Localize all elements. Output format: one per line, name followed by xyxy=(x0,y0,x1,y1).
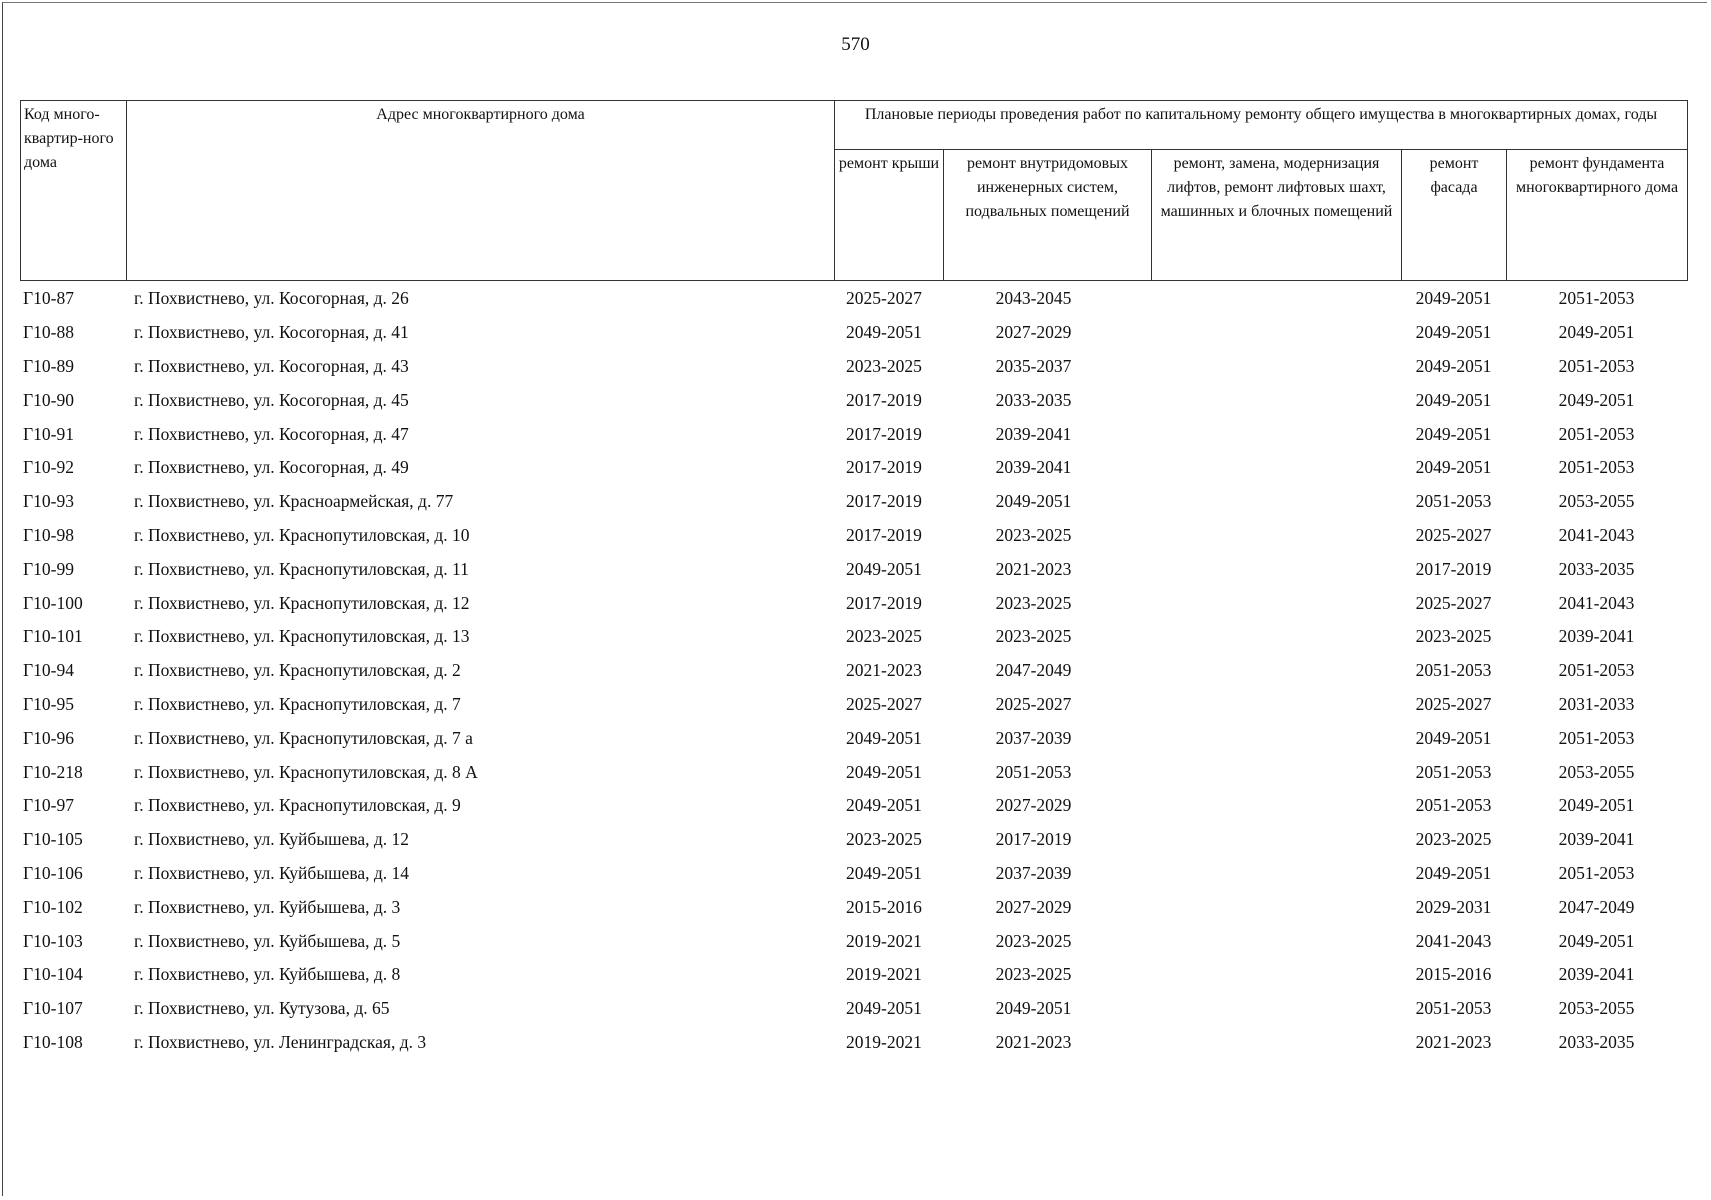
cell-address: г. Похвистнево, ул. Краснопутиловская, д. 7 а xyxy=(134,727,473,748)
cell-roof: 2025-2027 xyxy=(846,288,922,309)
cell-facade: 2023-2025 xyxy=(1415,626,1492,647)
cell-facade: 2017-2019 xyxy=(1415,558,1492,579)
cell-code: Г10-96 xyxy=(23,727,74,748)
cell-foundation: 2051-2053 xyxy=(1558,288,1635,309)
cell-facade: 2049-2051 xyxy=(1415,355,1492,376)
cell-engineering: 2037-2039 xyxy=(995,727,1072,748)
cell-foundation: 2049-2051 xyxy=(1558,389,1635,410)
cell-code: Г10-107 xyxy=(23,998,83,1019)
cell-roof: 2023-2025 xyxy=(846,355,922,376)
cell-elevator xyxy=(1151,924,1401,958)
table-row xyxy=(20,586,1687,620)
cell-engineering: 2021-2023 xyxy=(995,1031,1072,1052)
table-row xyxy=(20,958,1687,992)
cell-code: Г10-91 xyxy=(23,423,74,444)
cell-address: г. Похвистнево, ул. Краснопутиловская, д. 12 xyxy=(134,592,470,613)
cell-address: г. Похвистнево, ул. Косогорная, д. 47 xyxy=(134,423,409,444)
cell-address: г. Похвистнево, ул. Краснопутиловская, д. 13 xyxy=(134,626,470,647)
cell-facade: 2049-2051 xyxy=(1415,457,1492,478)
cell-code: Г10-101 xyxy=(23,626,83,647)
header-elevator: ремонт, замена, модернизация лифтов, ремонт лифтовых шахт, машинных и блочных помещений xyxy=(1152,150,1402,281)
header-foundation: ремонт фундамента многоквартирного дома xyxy=(1507,150,1688,281)
cell-address: г. Похвистнево, ул. Косогорная, д. 41 xyxy=(134,322,409,343)
cell-facade: 2025-2027 xyxy=(1415,524,1492,545)
cell-elevator xyxy=(1151,958,1401,992)
cell-elevator xyxy=(1151,688,1401,722)
cell-address: г. Похвистнево, ул. Кутузова, д. 65 xyxy=(134,998,390,1019)
cell-elevator xyxy=(1151,755,1401,789)
cell-engineering: 2025-2027 xyxy=(995,693,1072,714)
cell-engineering: 2049-2051 xyxy=(995,998,1072,1019)
cell-roof: 2049-2051 xyxy=(846,761,922,782)
cell-facade: 2023-2025 xyxy=(1415,829,1492,850)
cell-roof: 2049-2051 xyxy=(846,322,922,343)
cell-facade: 2021-2023 xyxy=(1415,1031,1492,1052)
cell-elevator xyxy=(1151,654,1401,688)
cell-elevator xyxy=(1151,485,1401,519)
table-row xyxy=(20,485,1687,519)
cell-roof: 2015-2016 xyxy=(846,896,922,917)
header-code: Код много-квартир-ного дома xyxy=(21,101,127,281)
cell-code: Г10-102 xyxy=(23,896,83,917)
cell-code: Г10-104 xyxy=(23,964,83,985)
table-row xyxy=(20,688,1687,722)
cell-code: Г10-93 xyxy=(23,491,74,512)
cell-address: г. Похвистнево, ул. Краснопутиловская, д. 8 А xyxy=(134,761,478,782)
cell-roof: 2017-2019 xyxy=(846,491,922,512)
cell-engineering: 2043-2045 xyxy=(995,288,1072,309)
cell-elevator xyxy=(1151,519,1401,553)
cell-facade: 2049-2051 xyxy=(1415,862,1492,883)
cell-roof: 2049-2051 xyxy=(846,558,922,579)
cell-elevator xyxy=(1151,383,1401,417)
cell-elevator xyxy=(1151,586,1401,620)
cell-elevator xyxy=(1151,552,1401,586)
cell-address: г. Похвистнево, ул. Краснопутиловская, д. 7 xyxy=(134,693,461,714)
table-row xyxy=(20,890,1687,924)
table-row xyxy=(20,721,1687,755)
cell-address: г. Похвистнево, ул. Куйбышева, д. 12 xyxy=(134,829,410,850)
cell-facade: 2025-2027 xyxy=(1415,693,1492,714)
cell-engineering: 2023-2025 xyxy=(995,930,1072,951)
cell-engineering: 2033-2035 xyxy=(995,389,1072,410)
table-row xyxy=(20,552,1687,586)
cell-roof: 2049-2051 xyxy=(846,795,922,816)
cell-foundation: 2047-2049 xyxy=(1558,896,1635,917)
cell-elevator xyxy=(1151,890,1401,924)
cell-address: г. Похвистнево, ул. Куйбышева, д. 8 xyxy=(134,964,401,985)
cell-address: г. Похвистнево, ул. Косогорная, д. 49 xyxy=(134,457,409,478)
cell-code: Г10-100 xyxy=(23,592,83,613)
cell-elevator xyxy=(1151,1026,1401,1060)
table-row xyxy=(20,857,1687,891)
cell-engineering: 2023-2025 xyxy=(995,626,1072,647)
cell-foundation: 2051-2053 xyxy=(1558,862,1635,883)
cell-elevator xyxy=(1151,789,1401,823)
table-row xyxy=(20,654,1687,688)
cell-address: г. Похвистнево, ул. Краснопутиловская, д. 2 xyxy=(134,660,461,681)
cell-facade: 2051-2053 xyxy=(1415,998,1492,1019)
cell-foundation: 2041-2043 xyxy=(1558,524,1635,545)
cell-roof: 2049-2051 xyxy=(846,727,922,748)
cell-code: Г10-99 xyxy=(23,558,74,579)
cell-code: Г10-90 xyxy=(23,389,74,410)
table-header xyxy=(20,100,1688,281)
cell-address: г. Похвистнево, ул. Краснопутиловская, д. 10 xyxy=(134,524,470,545)
cell-code: Г10-94 xyxy=(23,660,74,681)
cell-roof: 2017-2019 xyxy=(846,389,922,410)
cell-engineering: 2027-2029 xyxy=(995,322,1072,343)
cell-facade: 2049-2051 xyxy=(1415,389,1492,410)
cell-foundation: 2049-2051 xyxy=(1558,322,1635,343)
cell-engineering: 2021-2023 xyxy=(995,558,1072,579)
cell-code: Г10-92 xyxy=(23,457,74,478)
cell-elevator xyxy=(1151,350,1401,384)
cell-address: г. Похвистнево, ул. Красноармейская, д. 77 xyxy=(134,491,454,512)
cell-code: Г10-108 xyxy=(23,1031,83,1052)
cell-address: г. Похвистнево, ул. Косогорная, д. 43 xyxy=(134,355,409,376)
cell-code: Г10-87 xyxy=(23,288,74,309)
cell-facade: 2051-2053 xyxy=(1415,491,1492,512)
table-row xyxy=(20,417,1687,451)
cell-facade: 2049-2051 xyxy=(1415,423,1492,444)
cell-elevator xyxy=(1151,721,1401,755)
cell-address: г. Похвистнево, ул. Краснопутиловская, д. 11 xyxy=(134,558,469,579)
cell-foundation: 2053-2055 xyxy=(1558,761,1635,782)
cell-engineering: 2035-2037 xyxy=(995,355,1072,376)
cell-facade: 2041-2043 xyxy=(1415,930,1492,951)
cell-address: г. Похвистнево, ул. Куйбышева, д. 5 xyxy=(134,930,401,951)
cell-foundation: 2039-2041 xyxy=(1558,829,1635,850)
cell-roof: 2021-2023 xyxy=(846,660,922,681)
table-row xyxy=(20,282,1687,316)
cell-engineering: 2049-2051 xyxy=(995,491,1072,512)
cell-engineering: 2023-2025 xyxy=(995,964,1072,985)
table-body xyxy=(20,282,1687,1059)
cell-roof: 2049-2051 xyxy=(846,998,922,1019)
cell-engineering: 2023-2025 xyxy=(995,524,1072,545)
cell-foundation: 2041-2043 xyxy=(1558,592,1635,613)
cell-address: г. Похвистнево, ул. Куйбышева, д. 14 xyxy=(134,862,410,883)
cell-foundation: 2051-2053 xyxy=(1558,457,1635,478)
cell-roof: 2019-2021 xyxy=(846,1031,922,1052)
cell-elevator xyxy=(1151,620,1401,654)
cell-engineering: 2051-2053 xyxy=(995,761,1072,782)
cell-engineering: 2027-2029 xyxy=(995,795,1072,816)
cell-roof: 2017-2019 xyxy=(846,423,922,444)
table-row xyxy=(20,620,1687,654)
table-row xyxy=(20,350,1687,384)
cell-roof: 2023-2025 xyxy=(846,626,922,647)
cell-facade: 2051-2053 xyxy=(1415,795,1492,816)
cell-address: г. Похвистнево, ул. Ленинградская, д. 3 xyxy=(134,1031,427,1052)
cell-engineering: 2017-2019 xyxy=(995,829,1072,850)
header-periods-group: Плановые периоды проведения работ по капитальному ремонту общего имущества в многоквартирных домах, годы xyxy=(835,101,1688,150)
cell-elevator xyxy=(1151,316,1401,350)
table-row xyxy=(20,823,1687,857)
cell-foundation: 2053-2055 xyxy=(1558,998,1635,1019)
table-row xyxy=(20,316,1687,350)
cell-engineering: 2023-2025 xyxy=(995,592,1072,613)
cell-code: Г10-98 xyxy=(23,524,74,545)
cell-code: Г10-89 xyxy=(23,355,74,376)
cell-foundation: 2051-2053 xyxy=(1558,423,1635,444)
cell-roof: 2017-2019 xyxy=(846,524,922,545)
table-row xyxy=(20,383,1687,417)
cell-code: Г10-218 xyxy=(23,761,83,782)
cell-foundation: 2051-2053 xyxy=(1558,660,1635,681)
cell-foundation: 2031-2033 xyxy=(1558,693,1635,714)
cell-foundation: 2039-2041 xyxy=(1558,964,1635,985)
cell-facade: 2049-2051 xyxy=(1415,727,1492,748)
cell-facade: 2015-2016 xyxy=(1415,964,1492,985)
table-row xyxy=(20,789,1687,823)
cell-elevator xyxy=(1151,823,1401,857)
cell-code: Г10-103 xyxy=(23,930,83,951)
cell-elevator xyxy=(1151,992,1401,1026)
header-roof: ремонт крыши xyxy=(835,150,944,281)
cell-code: Г10-106 xyxy=(23,862,83,883)
page-number: 570 xyxy=(841,34,870,55)
cell-code: Г10-97 xyxy=(23,795,74,816)
cell-elevator xyxy=(1151,282,1401,316)
cell-engineering: 2047-2049 xyxy=(995,660,1072,681)
cell-address: г. Похвистнево, ул. Косогорная, д. 26 xyxy=(134,288,409,309)
cell-code: Г10-95 xyxy=(23,693,74,714)
cell-engineering: 2039-2041 xyxy=(995,457,1072,478)
cell-address: г. Похвистнево, ул. Косогорная, д. 45 xyxy=(134,389,409,410)
cell-engineering: 2039-2041 xyxy=(995,423,1072,444)
cell-roof: 2019-2021 xyxy=(846,964,922,985)
header-facade: ремонт фасада xyxy=(1402,150,1507,281)
cell-code: Г10-105 xyxy=(23,829,83,850)
header-address: Адрес многоквартирного дома xyxy=(127,101,835,281)
cell-foundation: 2053-2055 xyxy=(1558,491,1635,512)
table-row xyxy=(20,451,1687,485)
cell-roof: 2019-2021 xyxy=(846,930,922,951)
table-row xyxy=(20,992,1687,1026)
cell-foundation: 2049-2051 xyxy=(1558,795,1635,816)
cell-facade: 2049-2051 xyxy=(1415,288,1492,309)
cell-foundation: 2049-2051 xyxy=(1558,930,1635,951)
cell-engineering: 2037-2039 xyxy=(995,862,1072,883)
table-row xyxy=(20,1026,1687,1060)
cell-elevator xyxy=(1151,417,1401,451)
cell-foundation: 2051-2053 xyxy=(1558,727,1635,748)
table-row xyxy=(20,755,1687,789)
cell-code: Г10-88 xyxy=(23,322,74,343)
cell-facade: 2029-2031 xyxy=(1415,896,1492,917)
cell-address: г. Похвистнево, ул. Куйбышева, д. 3 xyxy=(134,896,401,917)
table-row xyxy=(20,924,1687,958)
cell-roof: 2049-2051 xyxy=(846,862,922,883)
cell-roof: 2017-2019 xyxy=(846,457,922,478)
cell-foundation: 2033-2035 xyxy=(1558,1031,1635,1052)
header-engineering: ремонт внутридомовых инженерных систем, подвальных помещений xyxy=(944,150,1152,281)
cell-facade: 2051-2053 xyxy=(1415,761,1492,782)
cell-foundation: 2051-2053 xyxy=(1558,355,1635,376)
cell-elevator xyxy=(1151,451,1401,485)
cell-facade: 2025-2027 xyxy=(1415,592,1492,613)
cell-facade: 2049-2051 xyxy=(1415,322,1492,343)
table-row xyxy=(20,519,1687,553)
cell-elevator xyxy=(1151,857,1401,891)
cell-roof: 2025-2027 xyxy=(846,693,922,714)
cell-engineering: 2027-2029 xyxy=(995,896,1072,917)
cell-roof: 2023-2025 xyxy=(846,829,922,850)
cell-foundation: 2033-2035 xyxy=(1558,558,1635,579)
cell-foundation: 2039-2041 xyxy=(1558,626,1635,647)
cell-address: г. Похвистнево, ул. Краснопутиловская, д. 9 xyxy=(134,795,461,816)
cell-roof: 2017-2019 xyxy=(846,592,922,613)
cell-facade: 2051-2053 xyxy=(1415,660,1492,681)
